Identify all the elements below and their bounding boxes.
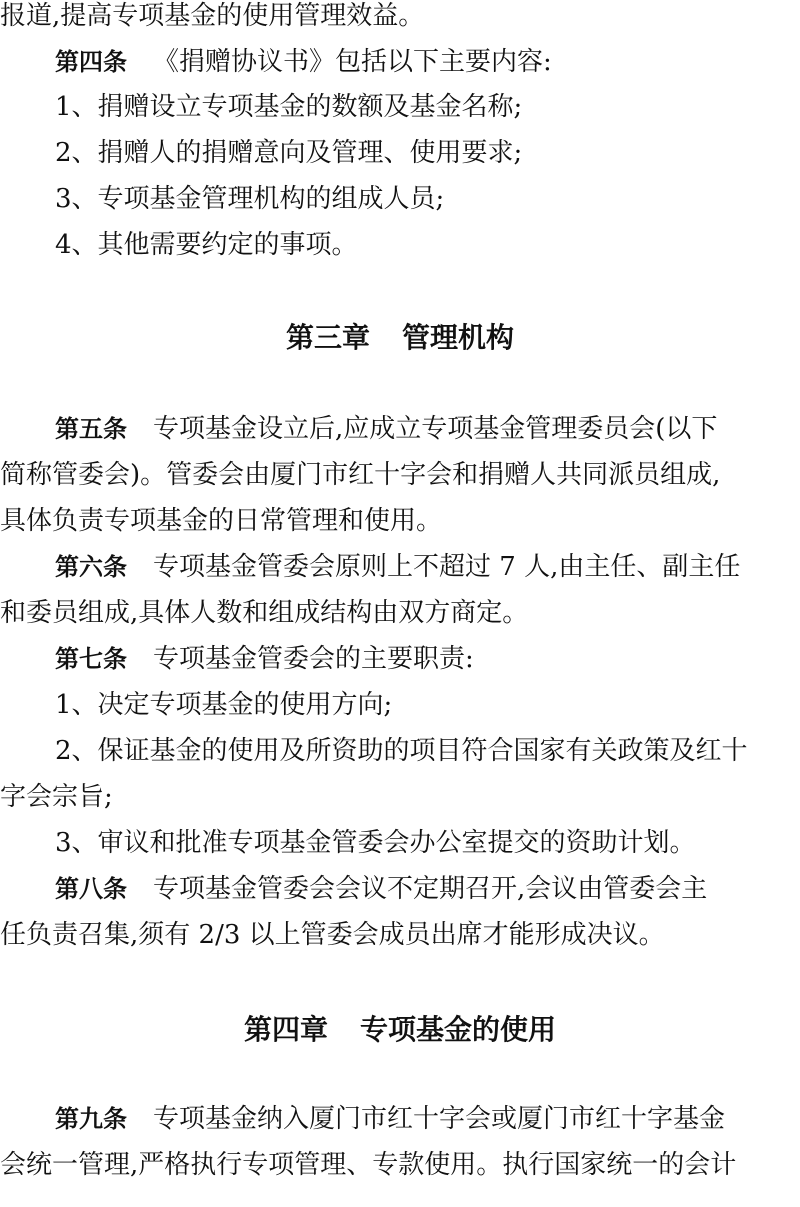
- list-item: [0, 682, 800, 728]
- article-line: [0, 544, 800, 590]
- line-text: 专项基金管委会的主要职责:: [153, 644, 474, 674]
- line-text: 4、其他需要约定的事项。: [55, 230, 358, 260]
- line-text: 会统一管理,严格执行专项管理、专款使用。执行国家统一的会计: [0, 1150, 737, 1180]
- line-text: 1、决定专项基金的使用方向;: [55, 690, 393, 720]
- line-text: 专项基金管委会原则上不超过 7 人,由主任、副主任: [153, 552, 741, 582]
- list-item: [0, 176, 800, 222]
- article-label: 第九条: [55, 1105, 127, 1133]
- line-text: 具体负责专项基金的日常管理和使用。: [0, 506, 443, 536]
- article-label: 第七条: [55, 645, 127, 673]
- paragraph-line: [0, 1142, 800, 1188]
- line-text: 专项基金设立后,应成立专项基金管理委员会(以下: [153, 414, 718, 444]
- chapter-title: 管理机构: [402, 321, 515, 354]
- paragraph-line: [0, 498, 800, 544]
- line-text: 3、审议和批准专项基金管委会办公室提交的资助计划。: [55, 828, 696, 858]
- line-text: 2、捐赠人的捐赠意向及管理、使用要求;: [55, 138, 523, 168]
- list-item: [0, 222, 800, 268]
- line-text: 专项基金管委会会议不定期召开,会议由管委会主: [153, 874, 708, 904]
- list-item: [0, 130, 800, 176]
- article-label: 第六条: [55, 553, 127, 581]
- article-line: [0, 636, 800, 682]
- article-line: [0, 39, 800, 85]
- paragraph-line: [0, 590, 800, 636]
- paragraph-line: [0, 774, 800, 820]
- line-text: 2、保证基金的使用及所资助的项目符合国家有关政策及红十: [55, 736, 748, 766]
- article-line: [0, 1096, 800, 1142]
- paragraph-line: [0, 0, 800, 39]
- paragraph-line: [0, 912, 800, 958]
- list-item: [0, 820, 800, 866]
- line-text: 字会宗旨;: [0, 782, 113, 812]
- line-text: 简称管委会)。管委会由厦门市红十字会和捐赠人共同派员组成,: [0, 460, 721, 490]
- line-text: 3、专项基金管理机构的组成人员;: [55, 184, 445, 214]
- article-label: 第四条: [55, 48, 127, 76]
- line-text: 报道,提高专项基金的使用管理效益。: [0, 1, 425, 31]
- line-text: 专项基金纳入厦门市红十字会或厦门市红十字基金: [153, 1104, 726, 1134]
- article-label: 第八条: [55, 875, 127, 903]
- article-line: [0, 866, 800, 912]
- list-item: [0, 84, 800, 130]
- chapter-title: 专项基金的使用: [360, 1013, 557, 1046]
- article-label: 第五条: [55, 415, 127, 443]
- chapter-number: 第三章: [285, 321, 370, 354]
- article-line: [0, 406, 800, 452]
- paragraph-line: [0, 452, 800, 498]
- line-text: 《捐赠协议书》包括以下主要内容:: [153, 47, 552, 77]
- line-text: 1、捐赠设立专项基金的数额及基金名称;: [55, 92, 523, 122]
- list-item: [0, 728, 800, 774]
- line-text: 任负责召集,须有 2/3 以上管委会成员出席才能形成决议。: [0, 920, 665, 950]
- chapter-heading: [0, 1005, 800, 1055]
- chapter-number: 第四章: [243, 1013, 328, 1046]
- line-text: 和委员组成,具体人数和组成结构由双方商定。: [0, 598, 529, 628]
- chapter-heading: [0, 313, 800, 363]
